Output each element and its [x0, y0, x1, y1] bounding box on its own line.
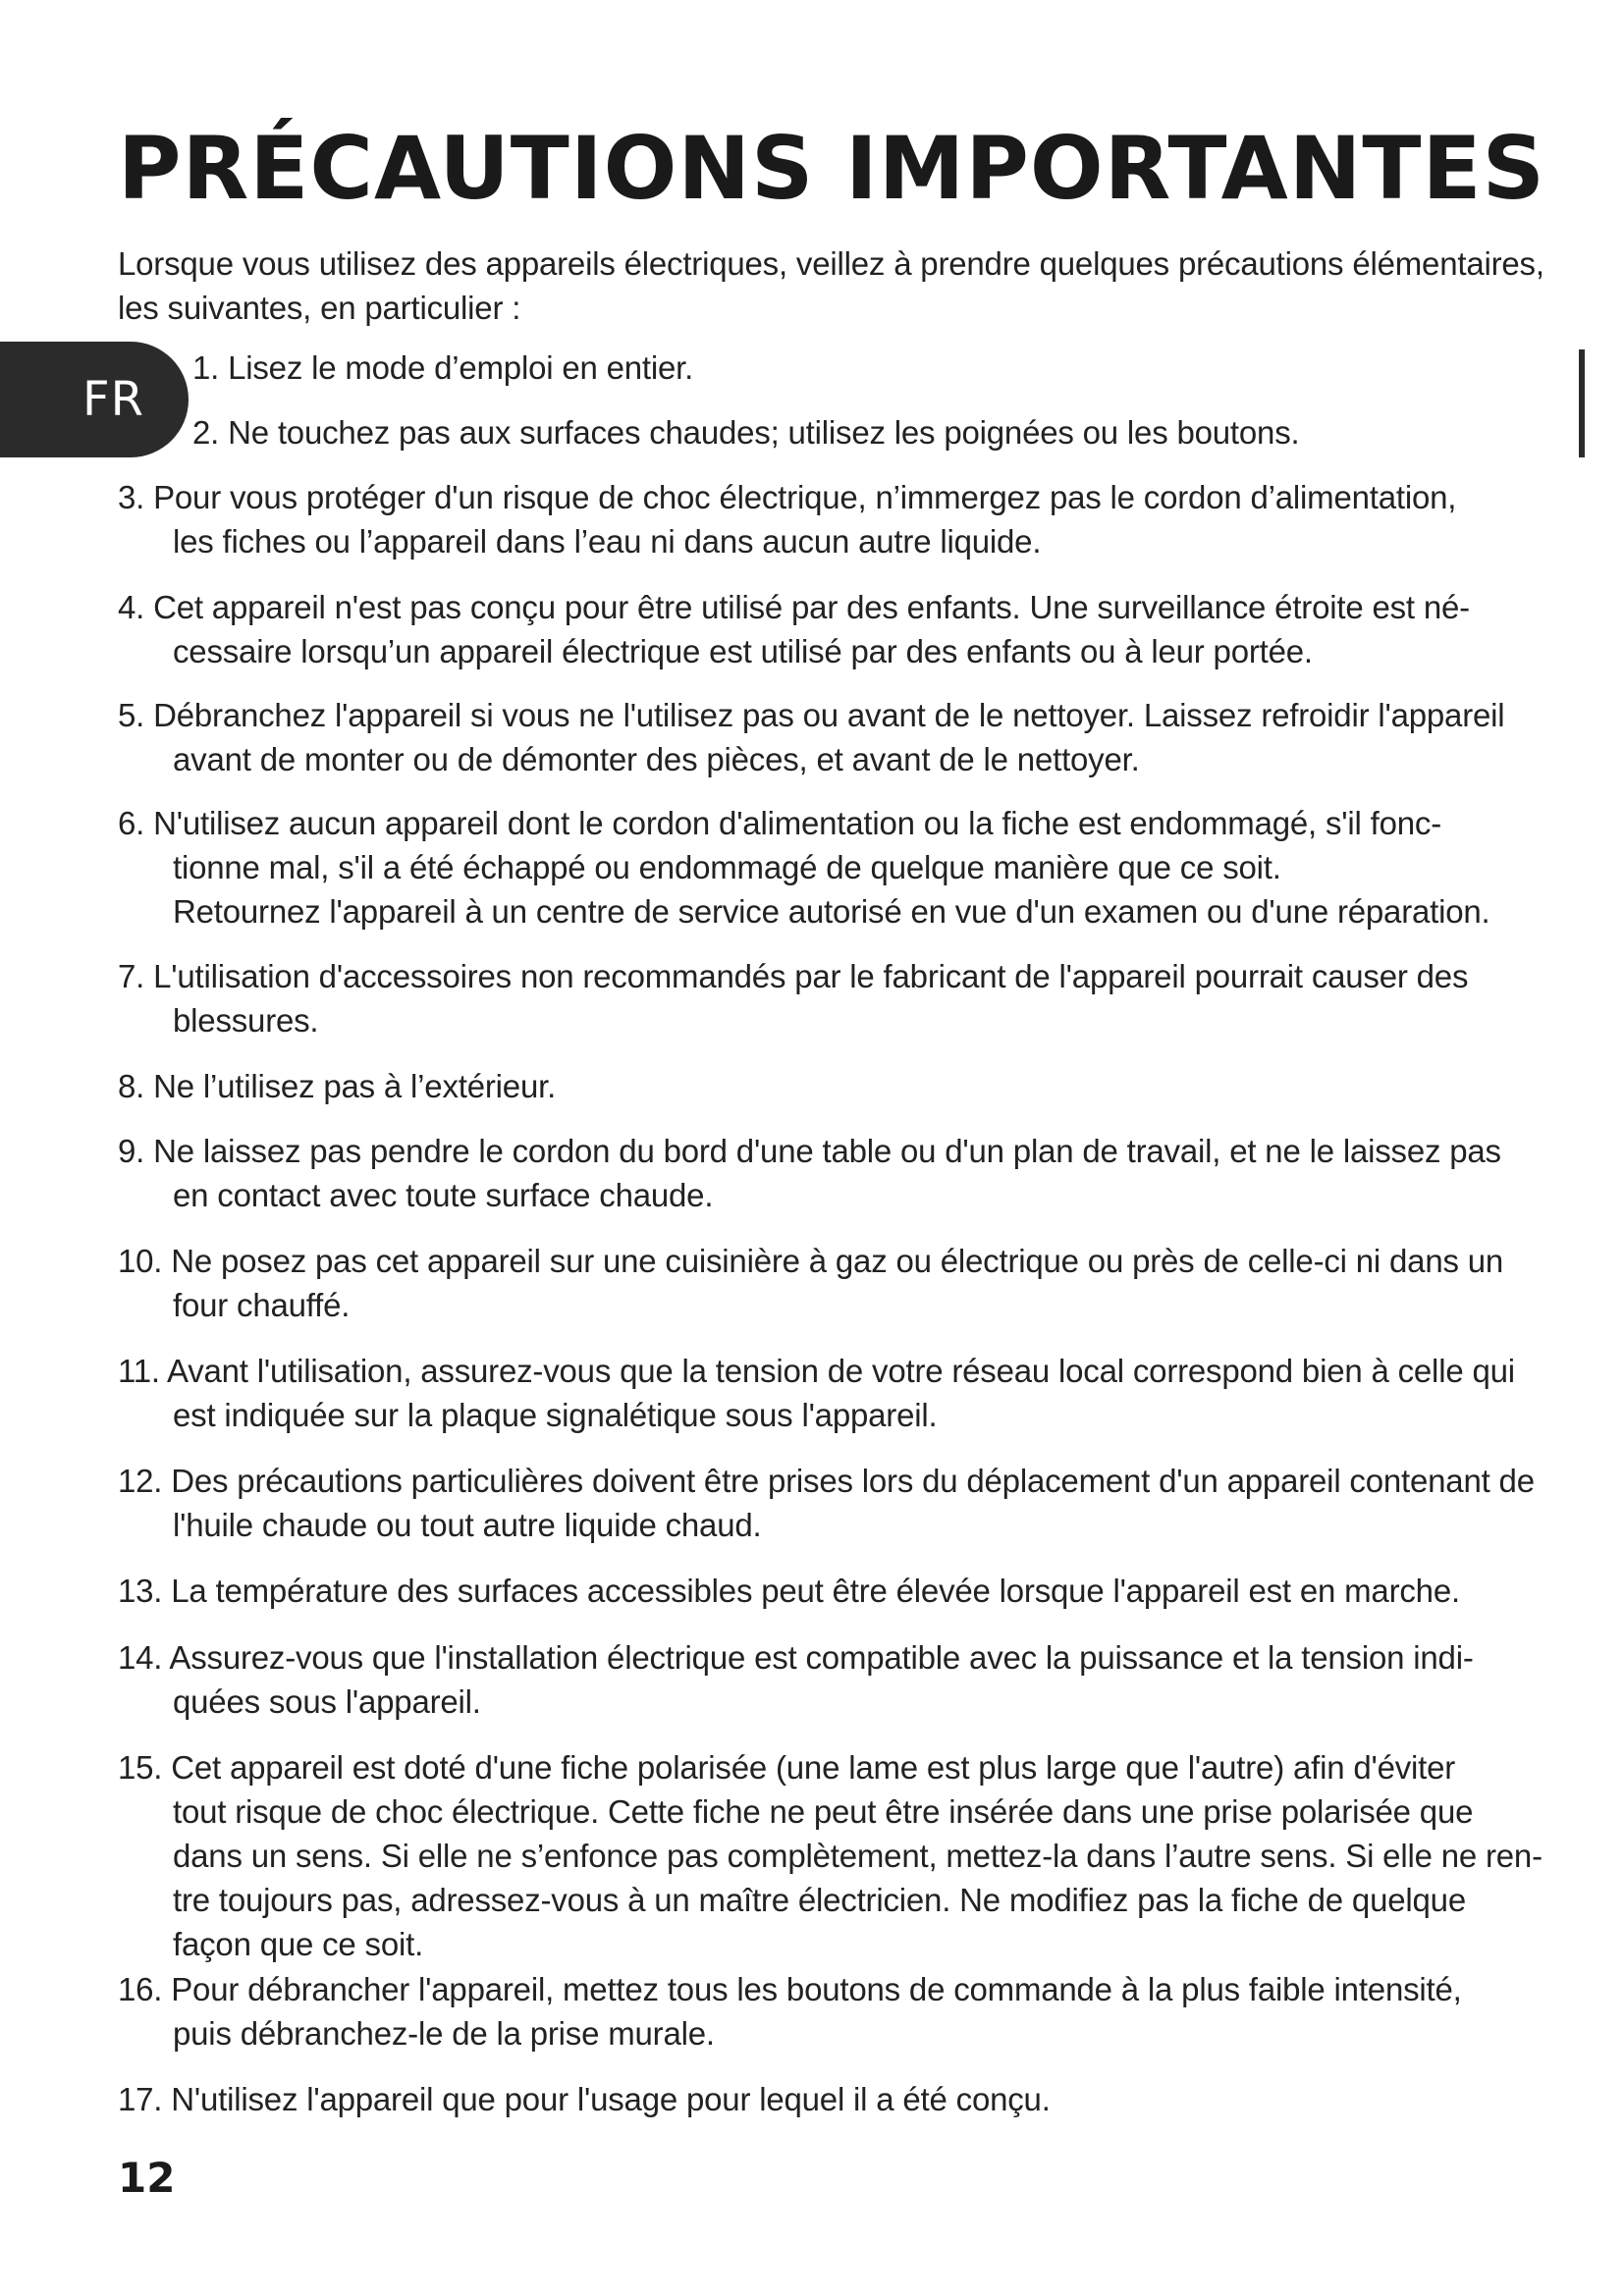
precaution-item — [118, 1745, 1543, 1966]
precaution-item-text: 14. Assurez-vous que l'installation électrique est compatible avec la puissance et la tension indi- — [118, 1639, 1474, 1676]
page-title: PRÉCAUTIONS IMPORTANTES — [118, 118, 1545, 219]
precaution-item — [118, 1635, 1474, 1724]
precaution-item-text: 3. Pour vous protéger d'un risque de choc électrique, n’immergez pas le cordon d’alimentation, — [118, 479, 1457, 515]
precaution-item-continuation: four chauffé. — [173, 1287, 351, 1323]
precaution-item-text: 16. Pour débrancher l'appareil, mettez tous les boutons de commande à la plus faible intensité, — [118, 1971, 1462, 2007]
precaution-item — [118, 801, 1490, 934]
precaution-item-continuation: en contact avec toute surface chaude. — [173, 1177, 714, 1213]
precaution-item-continuation: tionne mal, s'il a été échappé ou endommagé de quelque manière que ce soit. — [173, 849, 1281, 885]
precaution-item-continuation: tre toujours pas, adressez-vous à un maître électricien. Ne modifiez pas la fiche de quelque — [173, 1882, 1466, 1918]
precaution-item-text: 15. Cet appareil est doté d'une fiche polarisée (une lame est plus large que l'autre) afin d'éviter — [118, 1749, 1456, 1786]
precaution-item-text: 10. Ne posez pas cet appareil sur une cuisinière à gaz ou électrique ou près de celle-ci ni dans un — [118, 1243, 1504, 1279]
precaution-item-continuation: est indiquée sur la plaque signalétique sous l'appareil. — [173, 1397, 938, 1433]
precaution-item — [118, 954, 1468, 1042]
language-tab-label: FR — [82, 372, 144, 427]
precaution-item-continuation: quées sous l'appareil. — [173, 1683, 481, 1720]
precaution-item-text: 9. Ne laissez pas pendre le cordon du bord d'une table ou d'un plan de travail, et ne le laissez pas — [118, 1133, 1501, 1169]
precaution-item — [118, 475, 1456, 563]
precaution-item-text: 6. N'utilisez aucun appareil dont le cordon d'alimentation ou la fiche est endommagé, s'il fonc- — [118, 805, 1441, 841]
precaution-item-continuation: l'huile chaude ou tout autre liquide chaud. — [173, 1507, 762, 1543]
intro-paragraph: Lorsque vous utilisez des appareils électriques, veillez à prendre quelques précautions élémentaires, les suivantes, en particulier : — [118, 245, 1544, 326]
precaution-item-text: 7. L'utilisation d'accessoires non recommandés par le fabricant de l'appareil pourrait causer des — [118, 958, 1469, 994]
precaution-item-continuation: tout risque de choc électrique. Cette fiche ne peut être insérée dans une prise polarisée que — [173, 1793, 1474, 1830]
margin-bar — [1579, 349, 1585, 457]
precaution-item — [118, 1349, 1515, 1437]
precaution-item — [118, 585, 1470, 673]
precaution-item-continuation: avant de monter ou de démonter des pièces, et avant de le nettoyer. — [173, 741, 1140, 777]
precaution-item — [192, 346, 693, 390]
precaution-item-text: 5. Débranchez l'appareil si vous ne l'utilisez pas ou avant de le nettoyer. Laissez refroidir l'appareil — [118, 697, 1505, 733]
language-tab — [0, 342, 189, 457]
precaution-item-continuation: façon que ce soit. — [173, 1926, 424, 1962]
precaution-item-continuation: Retournez l'appareil à un centre de service autorisé en vue d'un examen ou d'une réparation. — [173, 893, 1490, 930]
precaution-item — [118, 1569, 1460, 1613]
precaution-item — [118, 1129, 1501, 1217]
precaution-item-text: 2. Ne touchez pas aux surfaces chaudes; utilisez les poignées ou les boutons. — [192, 414, 1300, 451]
precaution-item — [118, 2077, 1051, 2121]
precaution-item — [118, 1064, 556, 1108]
page-number: 12 — [118, 2154, 176, 2202]
precaution-item-text: 13. La température des surfaces accessibles peut être élevée lorsque l'appareil est en marche. — [118, 1573, 1460, 1609]
precaution-item-text: 17. N'utilisez l'appareil que pour l'usage pour lequel il a été conçu. — [118, 2081, 1051, 2117]
precaution-item-text: 1. Lisez le mode d’emploi en entier. — [192, 349, 694, 386]
precaution-item — [118, 1967, 1462, 2056]
precaution-item-continuation: les fiches ou l’appareil dans l’eau ni dans aucun autre liquide. — [173, 523, 1042, 560]
precaution-item-continuation: blessures. — [173, 1002, 319, 1039]
precaution-item-text: 11. Avant l'utilisation, assurez-vous que la tension de votre réseau local correspond bien à celle qui — [118, 1353, 1515, 1389]
precaution-item — [118, 1239, 1503, 1327]
precaution-item — [118, 693, 1504, 781]
precaution-item-text: 8. Ne l’utilisez pas à l’extérieur. — [118, 1068, 557, 1104]
precaution-item-text: 12. Des précautions particulières doivent être prises lors du déplacement d'un appareil contenant de — [118, 1463, 1535, 1499]
precaution-item — [118, 1459, 1535, 1547]
precaution-item-continuation: puis débranchez-le de la prise murale. — [173, 2015, 715, 2052]
precaution-item — [192, 410, 1299, 454]
precaution-item-continuation: cessaire lorsqu’un appareil électrique est utilisé par des enfants ou à leur portée. — [173, 633, 1313, 669]
precaution-item-continuation: dans un sens. Si elle ne s’enfonce pas complètement, mettez-la dans l’autre sens. Si elle ne ren- — [173, 1838, 1543, 1874]
precaution-item-text: 4. Cet appareil n'est pas conçu pour être utilisé par des enfants. Une surveillance étroite est né- — [118, 589, 1470, 625]
